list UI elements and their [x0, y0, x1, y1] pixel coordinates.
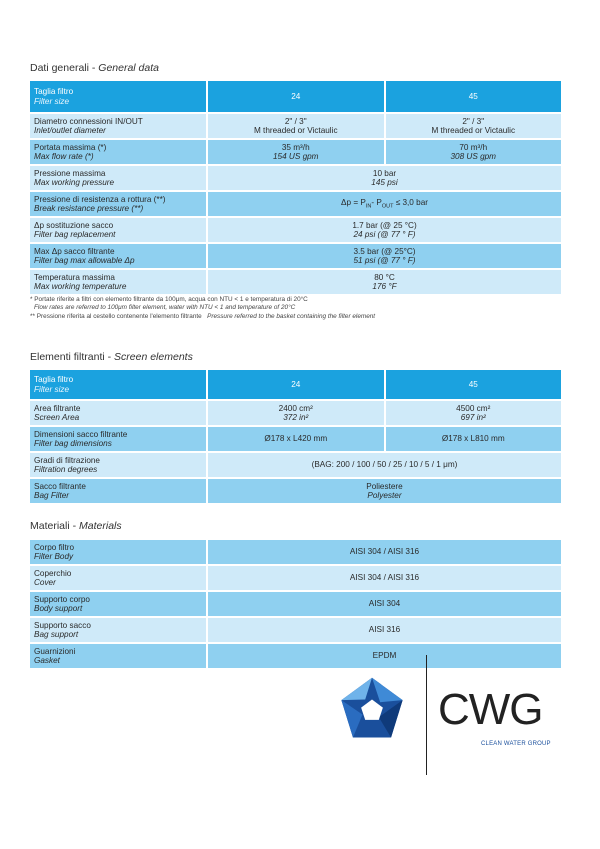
table-row: Guarnizioni Gasket EPDM [30, 644, 561, 668]
table-row: Δp sostituzione sacco Filter bag replacement 1.7 bar (@ 25 °C) 24 psi (@ 77 ° F) [30, 218, 561, 242]
cwg-tagline: CLEAN WATER GROUP [481, 741, 551, 747]
materials-table [30, 538, 561, 670]
table-row: Pressione massima Max working pressure 10 bar 145 psi [30, 166, 561, 190]
table-row: Diametro connessioni IN/OUT Inlet/outlet diameter 2" / 3" M threaded or Victaulic 2" / 3" M threaded or Victaulic [30, 114, 561, 138]
table-row: Coperchio Cover AISI 304 / AISI 316 [30, 566, 561, 590]
col-45-header: 45 [386, 81, 562, 112]
logo-divider [426, 655, 427, 775]
table-row: Supporto sacco Bag support AISI 316 [30, 618, 561, 642]
general-data-table [30, 79, 561, 296]
table-row: Portata massima (*) Max flow rate (*) 35 m³/h 154 US gpm 70 m³/h 308 US gpm [30, 140, 561, 164]
table-row: Sacco filtrante Bag Filter Poliestere Polyester [30, 479, 561, 503]
table-row: Supporto corpo Body support AISI 304 [30, 592, 561, 616]
general-data-title: Dati generali - General data [30, 62, 159, 74]
pentagon-logo-icon [338, 675, 406, 743]
materials-title: Materiali - Materials [30, 520, 122, 532]
table-row: Dimensioni sacco filtrante Filter bag dimensions Ø178 x L420 mm Ø178 x L810 mm [30, 427, 561, 451]
table-row: Area filtrante Screen Area 2400 cm² 372 in² 4500 cm² 697 in² [30, 401, 561, 425]
table-row: Gradi di filtrazione Filtration degrees (BAG: 200 / 100 / 50 / 25 / 10 / 5 / 1 μm) [30, 453, 561, 477]
table-row: Max Δp sacco filtrante Filter bag max allowable Δp 3.5 bar (@ 25°C) 51 psi (@ 77 ° F) [30, 244, 561, 268]
table-row: Temperatura massima Max working temperature 80 °C 176 °F [30, 270, 561, 294]
screen-elements-title: Elementi filtranti - Screen elements [30, 351, 193, 363]
table-header-row: Taglia filtro Filter size 24 45 [30, 370, 561, 399]
table-header-row: Taglia filtro Filter size 24 45 [30, 81, 561, 112]
svg-text:CWG: CWG [438, 686, 543, 730]
general-footnotes: * Portate riferite a filtri con elemento filtrante da 100μm, acqua con NTU < 1 e temperatura di 20°C Flow rates are referred to 100μm filter element, water with NTU < 1 and temperature of 20°C ** Pressione riferita al cestello contenente l'elemento filtrante Pressure referred to the basket containing the filter element [30, 296, 376, 320]
col-24-header: 24 [208, 81, 384, 112]
table-row: Pressione di resistenza a rottura (**) Break resistance pressure (**) $\Delta p = P_{IN}-$ $P_{OUT} \le 3,0$ bar [30, 192, 561, 216]
col-24-header: 24 [208, 370, 384, 399]
col-45-header: 45 [386, 370, 562, 399]
table-row: Corpo filtro Filter Body AISI 304 / AISI 316 [30, 540, 561, 564]
cwg-logo [438, 686, 568, 730]
screen-elements-table [30, 368, 561, 505]
